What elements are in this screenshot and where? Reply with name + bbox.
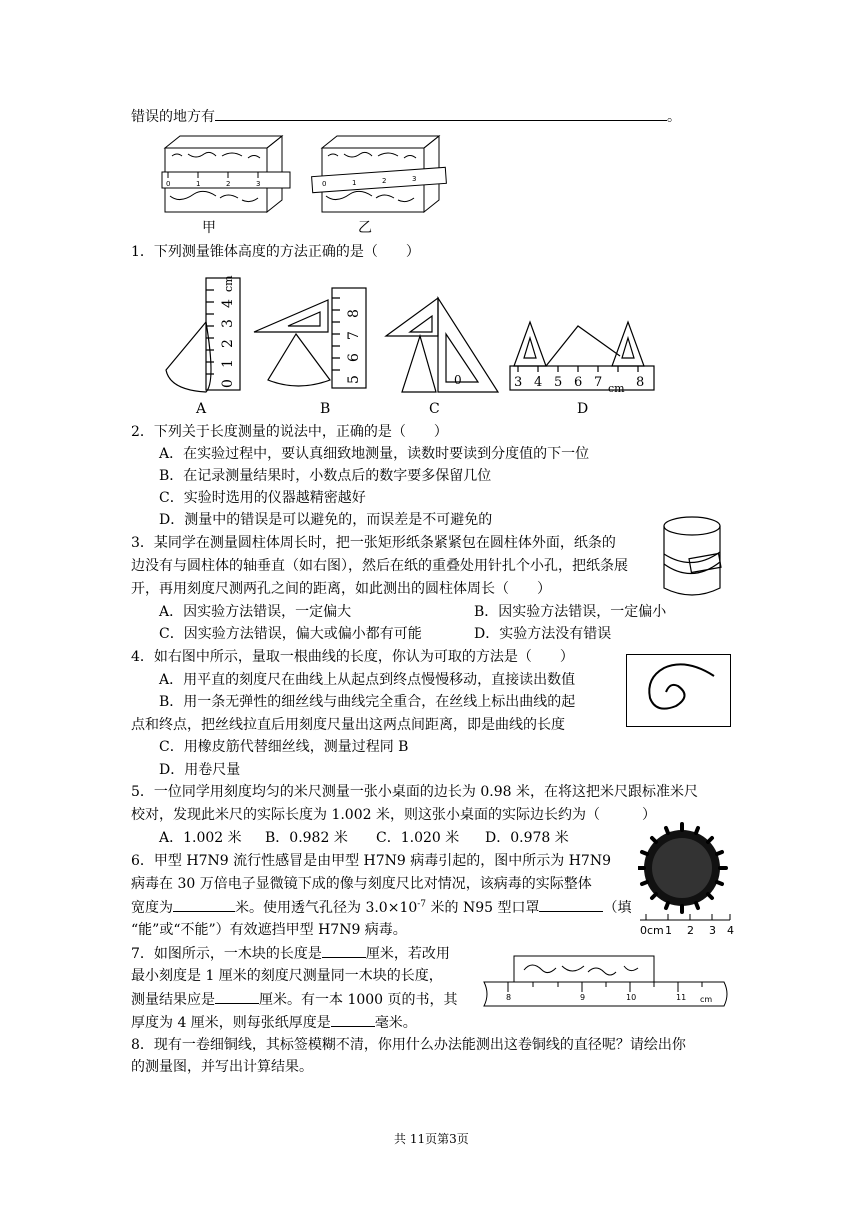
figure-jia bbox=[162, 136, 290, 212]
q7-line-2: 最小刻度是 1 厘米的刻度尺测量同一木块的长度， bbox=[131, 968, 443, 984]
figure-c bbox=[386, 298, 498, 392]
svg-text:4: 4 bbox=[534, 375, 543, 390]
svg-text:1: 1 bbox=[220, 359, 236, 368]
svg-text:0: 0 bbox=[454, 373, 462, 387]
svg-text:6: 6 bbox=[574, 375, 583, 390]
q4-option-b-cont: 点和终点，把丝线拉直后用刻度尺量出这两点间距离，即是曲线的长度 bbox=[131, 717, 565, 733]
virus-figure bbox=[638, 818, 738, 938]
svg-text:0: 0 bbox=[322, 180, 327, 188]
svg-text:8: 8 bbox=[506, 993, 512, 1002]
virus-icon bbox=[638, 824, 726, 912]
svg-text:5: 5 bbox=[554, 375, 563, 390]
q1-stem: 1．下列测量锥体高度的方法正确的是（ ） bbox=[131, 244, 420, 260]
q2-stem: 2．下列关于长度测量的说法中，正确的是（ ） bbox=[131, 424, 448, 440]
svg-text:4: 4 bbox=[727, 924, 734, 937]
q4-stem: 4．如右图中所示，量取一根曲线的长度，你认为可取的方法是（ ） bbox=[131, 649, 574, 665]
q3-option-c: C．因实验方法错误，偏大或偏小都有可能 bbox=[159, 626, 422, 642]
q4-option-a: A．用平直的刻度尺在曲线上从起点到终点慢慢移动，直接读出数值 bbox=[159, 672, 576, 688]
svg-text:7: 7 bbox=[346, 331, 362, 340]
q2-option-c: C．实验时选用的仪器越精密越好 bbox=[159, 490, 366, 506]
figure-a-ticks bbox=[220, 275, 236, 388]
svg-text:1: 1 bbox=[352, 179, 357, 187]
page-footer: 共 11页第3页 bbox=[394, 1132, 469, 1146]
q4-option-c: C．用橡皮筋代替细丝线，测量过程同 B bbox=[159, 739, 409, 755]
figure-yi bbox=[312, 136, 447, 212]
cylinder-figure bbox=[660, 514, 726, 600]
q5-option-c: C．1.020 米 bbox=[376, 830, 460, 846]
q3-line-1: 3．某同学在测量圆柱体周长时，把一张矩形纸条紧紧包在圆柱体外面，纸条的 bbox=[131, 535, 616, 551]
svg-text:3: 3 bbox=[256, 180, 261, 188]
q5-line-2: 校对，发现此米尺的实际长度为 1.002 米，则这张小桌面的实际边长约为（ ） bbox=[131, 807, 656, 823]
svg-text:4: 4 bbox=[220, 299, 236, 308]
ruler-figure-jia-yi bbox=[160, 134, 450, 220]
q1-label-d: D bbox=[577, 401, 589, 417]
svg-text:10: 10 bbox=[626, 993, 637, 1002]
q1-figures bbox=[158, 274, 658, 400]
q5-option-a: A．1.002 米 bbox=[159, 830, 242, 846]
q4-option-d: D．用卷尺量 bbox=[159, 762, 241, 778]
block-ruler-figure bbox=[478, 952, 734, 1014]
label-yi: 乙 bbox=[358, 220, 372, 236]
svg-text:11: 11 bbox=[676, 993, 687, 1002]
svg-text:cm: cm bbox=[608, 382, 625, 395]
q5-option-d: D．0.978 米 bbox=[485, 830, 569, 846]
q3-line-3: 开，再用刻度尺测两孔之间的距离，如此测出的圆柱体周长（ ） bbox=[131, 581, 551, 597]
curve-figure bbox=[626, 654, 732, 728]
svg-text:0cm: 0cm bbox=[640, 924, 664, 937]
svg-text:8: 8 bbox=[636, 375, 645, 390]
svg-text:6: 6 bbox=[346, 353, 362, 362]
svg-text:3: 3 bbox=[709, 924, 716, 937]
q1-label-c: C bbox=[429, 401, 440, 417]
intro-line: 错误的地方有 。 bbox=[131, 106, 681, 127]
figure-d-ticks bbox=[514, 375, 644, 395]
q6-line-3: 宽度为 米。使用透气孔径为 $3.0\times 10^{-7}$ 米的 N95 型口罩 （填 bbox=[131, 897, 631, 918]
q3-option-d: D．实验方法没有错误 bbox=[474, 626, 612, 642]
svg-text:0: 0 bbox=[220, 379, 236, 388]
n95-blank[interactable] bbox=[539, 897, 603, 912]
q6-line-2: 病毒在 30 万倍电子显微镜下成的像与刻度尺比对情况，该病毒的实际整体 bbox=[131, 876, 592, 892]
answer-blank[interactable] bbox=[215, 106, 667, 121]
q2-option-b: B．在记录测量结果时，小数点后的数字要多保留几位 bbox=[159, 468, 492, 484]
svg-text:cm: cm bbox=[700, 995, 713, 1004]
q1-label-a: A bbox=[196, 401, 207, 417]
q7-line-1: 7．如图所示，一木块的长度是 厘米，若改用 bbox=[131, 943, 450, 964]
svg-text:3: 3 bbox=[220, 319, 236, 328]
q2-option-a: A．在实验过程中，要认真细致地测量，读数时要读到分度值的下一位 bbox=[159, 446, 590, 462]
label-jia: 甲 bbox=[202, 220, 216, 236]
q3-option-a: A．因实验方法错误，一定偏大 bbox=[159, 604, 352, 620]
q2-option-d: D．测量中的错误是可以避免的，而误差是不可避免的 bbox=[159, 512, 493, 528]
q4-option-b: B．用一条无弹性的细丝线与曲线完全重合，在丝线上标出曲线的起 bbox=[159, 694, 576, 710]
svg-text:8: 8 bbox=[346, 309, 362, 318]
block-length-blank[interactable] bbox=[322, 943, 366, 958]
coarse-ruler-blank[interactable] bbox=[215, 989, 259, 1004]
svg-text:1: 1 bbox=[665, 924, 672, 937]
svg-text:5: 5 bbox=[346, 375, 362, 384]
svg-text:2: 2 bbox=[220, 339, 236, 348]
virus-width-blank[interactable] bbox=[173, 897, 235, 912]
figure-a bbox=[166, 278, 240, 392]
q6-line-1: 6．甲型 H7N9 流行性感冒是由甲型 H7N9 病毒引起的，图中所示为 H7N9 bbox=[131, 853, 611, 869]
q7-line-4: 厚度为 4 厘米，则每张纸厚度是 毫米。 bbox=[131, 1012, 417, 1033]
svg-text:7: 7 bbox=[594, 375, 603, 390]
svg-text:9: 9 bbox=[580, 993, 586, 1002]
q7-line-3: 测量结果应是 厘米。有一本 1000 页的书，其 bbox=[131, 989, 458, 1010]
q1-label-b: B bbox=[320, 401, 331, 417]
q5-option-b: B．0.982 米 bbox=[265, 830, 348, 846]
q8-line-2: 的测量图，并写出计算结果。 bbox=[131, 1059, 313, 1075]
svg-text:3: 3 bbox=[412, 175, 417, 183]
svg-text:2: 2 bbox=[687, 924, 694, 937]
q5-line-1: 5．一位同学用刻度均匀的米尺测量一张小桌面的边长为 0.98 米，在将这把米尺跟标准米尺 bbox=[131, 784, 698, 800]
svg-text:1: 1 bbox=[196, 180, 201, 188]
q3-line-2: 边没有与圆柱体的轴垂直（如右图），然后在纸的重叠处用针扎个小孔，把纸条展 bbox=[131, 558, 628, 574]
q8-line-1: 8．现有一卷细铜线，其标签模糊不清，你用什么办法能测出这卷铜线的直径呢？请绘出你 bbox=[131, 1037, 686, 1053]
paper-thickness-blank[interactable] bbox=[331, 1012, 375, 1027]
svg-text:cm: cm bbox=[222, 275, 235, 292]
svg-text:0: 0 bbox=[166, 180, 171, 188]
q6-line-4: “能”或“不能”）有效遮挡甲型 H7N9 病毒。 bbox=[131, 922, 407, 938]
svg-text:3: 3 bbox=[514, 375, 523, 390]
q3-option-b: B．因实验方法错误，一定偏小 bbox=[474, 604, 667, 620]
svg-text:2: 2 bbox=[382, 177, 387, 185]
svg-text:2: 2 bbox=[226, 180, 231, 188]
figure-b-ticks bbox=[346, 309, 362, 384]
